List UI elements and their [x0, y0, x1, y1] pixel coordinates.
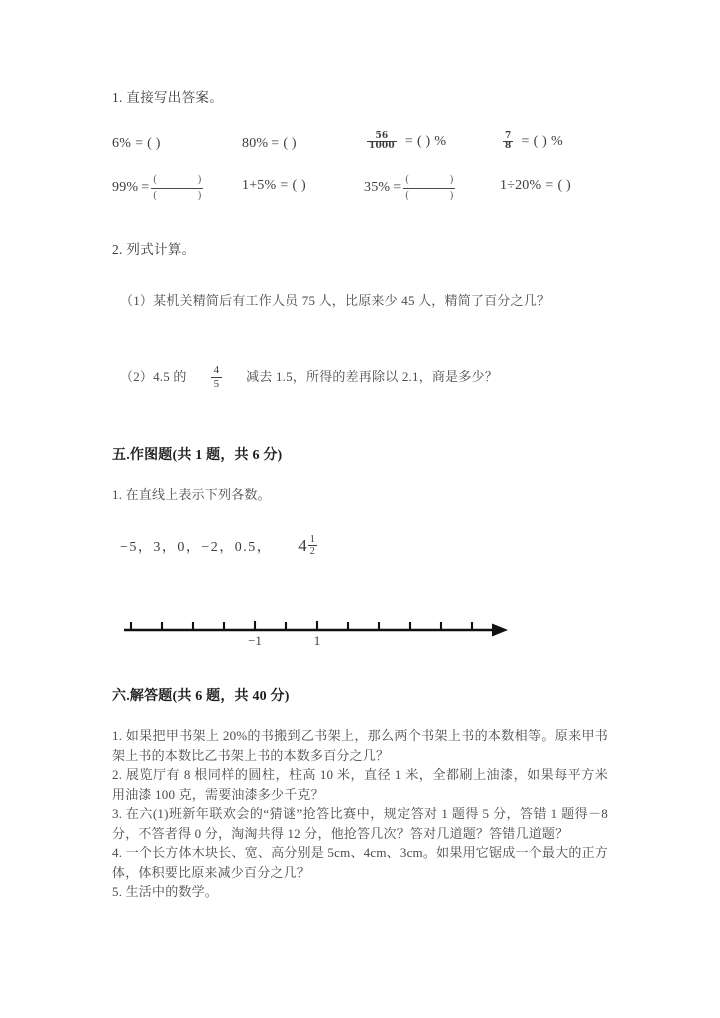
- expr-equals: =: [271, 136, 280, 151]
- fraction-numerator: 56: [375, 131, 389, 141]
- mixed-number-4-and-1-half: [298, 534, 317, 557]
- q1-expression-row-2: [112, 174, 608, 208]
- fraction-denominator: 8: [505, 141, 512, 152]
- section-5-heading: 五.作图题(共 1 题，共 6 分): [112, 448, 283, 463]
- expr-equals: =: [404, 133, 413, 149]
- expr-unit: %: [434, 133, 447, 149]
- answer-blank-fraction[interactable]: [151, 174, 203, 202]
- question-2-label: 2. 列式计算。: [112, 242, 196, 257]
- answer-blank-fraction[interactable]: [403, 174, 455, 202]
- fraction-56-1000: [367, 132, 397, 152]
- expression-35-percent: [364, 174, 455, 202]
- number-line-diagram: [112, 608, 608, 656]
- expression-7-over-8: [500, 132, 563, 152]
- mixed-whole-part: 4: [298, 535, 307, 555]
- expr-equals: =: [280, 178, 289, 193]
- answer-blank[interactable]: ( ): [557, 178, 571, 193]
- number-line-label-negative-one: −1: [248, 633, 262, 648]
- expr-lhs: 99%: [112, 180, 139, 195]
- section-6-item-4: 4. 一个长方体木块长、宽、高分别是 5cm、4cm、3cm。如果用它锯成一个最大的正方体，体积要比原来减少百分之几？: [112, 845, 608, 880]
- expr-lhs: 1÷20%: [500, 178, 542, 193]
- fraction-denominator: 1000: [369, 141, 395, 152]
- section-6-question-list: [112, 726, 608, 902]
- item-2-suffix: 减去 1.5，所得的差再除以 2.1，商是多少？: [246, 369, 498, 385]
- paren-close: ): [449, 174, 454, 185]
- answer-blank[interactable]: ( ): [416, 133, 431, 149]
- paren-open: (: [153, 174, 157, 185]
- expr-lhs: 80%: [242, 136, 269, 151]
- section-6-item-5: 5. 生活中的数学。: [112, 884, 219, 899]
- expr-unit: %: [551, 133, 563, 149]
- number-line-ticks: [131, 621, 472, 630]
- paren-close: ): [197, 174, 202, 185]
- expr-equals: =: [393, 180, 402, 195]
- expr-equals: =: [141, 180, 150, 195]
- question-2-item-2: [120, 364, 608, 390]
- q1-expression-row-1: [112, 132, 608, 166]
- expression-99-percent: [112, 174, 203, 202]
- section-6-item-1: 1. 如果把甲书架上 20%的书搬到乙书架上，那么两个书架上书的本数相等。原来甲书架上书的本数比乙书架上书的本数多百分之几？: [112, 728, 608, 763]
- fraction-numerator: 7: [505, 131, 512, 141]
- number-list-values: −5，3，0，−2，0.5，: [120, 539, 273, 555]
- number-line-arrowhead: [492, 624, 508, 637]
- fraction-denominator: 5: [211, 377, 223, 391]
- expression-1-divided-by-20-percent: [500, 178, 571, 194]
- section-6-item-2: 2. 展览厅有 8 根同样的圆柱，柱高 10 米，直径 1 米，全都刷上油漆，如果每平方米用油漆 100 克，需要油漆多少千克？: [112, 767, 608, 802]
- section-5-question-1-label: 1. 在直线上表示下列各数。: [112, 487, 271, 502]
- fraction-numerator: 4: [213, 364, 220, 376]
- expression-56-over-1000: [364, 132, 446, 152]
- fraction-4-5: [211, 364, 223, 390]
- item-2-prefix: （2）4.5 的: [120, 369, 187, 385]
- section-6-heading: 六.解答题(共 6 题，共 40 分): [112, 689, 290, 704]
- paren-close: ): [449, 189, 454, 201]
- expr-lhs: 6%: [112, 136, 132, 151]
- expression-80-percent: [242, 136, 297, 152]
- mixed-denominator: 2: [309, 546, 315, 557]
- expr-equals: =: [135, 136, 144, 151]
- section-6-item-3: 3. 在六(1)班新年联欢会的“猜谜”抢答比赛中，规定答对 1 题得 5 分，答错 1 题得－8 分，不答者得 0 分，淘淘共得 12 分，他抢答几次？答对几道题？答错几道题？: [112, 806, 608, 841]
- fraction-7-8: [503, 132, 513, 152]
- mixed-numerator: 1: [309, 534, 315, 545]
- expr-equals: =: [545, 178, 554, 193]
- expr-lhs: 35%: [364, 180, 391, 195]
- answer-blank[interactable]: ( ): [283, 136, 297, 151]
- answer-blank[interactable]: ( ): [292, 178, 306, 193]
- expression-1-plus-5-percent: [242, 178, 306, 194]
- question-1-label: 1. 直接写出答案。: [112, 90, 223, 105]
- answer-blank[interactable]: ( ): [533, 133, 548, 149]
- expr-equals: =: [521, 133, 530, 149]
- expr-lhs: 1+5%: [242, 178, 277, 193]
- paren-open: (: [405, 189, 409, 201]
- paren-open: (: [153, 189, 157, 201]
- number-list: [120, 534, 317, 557]
- question-2-item-1: （1）某机关精简后有工作人员 75 人，比原来少 45 人，精简了百分之几？: [120, 293, 551, 308]
- expression-6-percent: [112, 136, 161, 152]
- number-line-label-one: 1: [313, 633, 321, 648]
- answer-blank[interactable]: ( ): [147, 136, 161, 151]
- paren-close: ): [197, 189, 202, 201]
- paren-open: (: [405, 174, 409, 185]
